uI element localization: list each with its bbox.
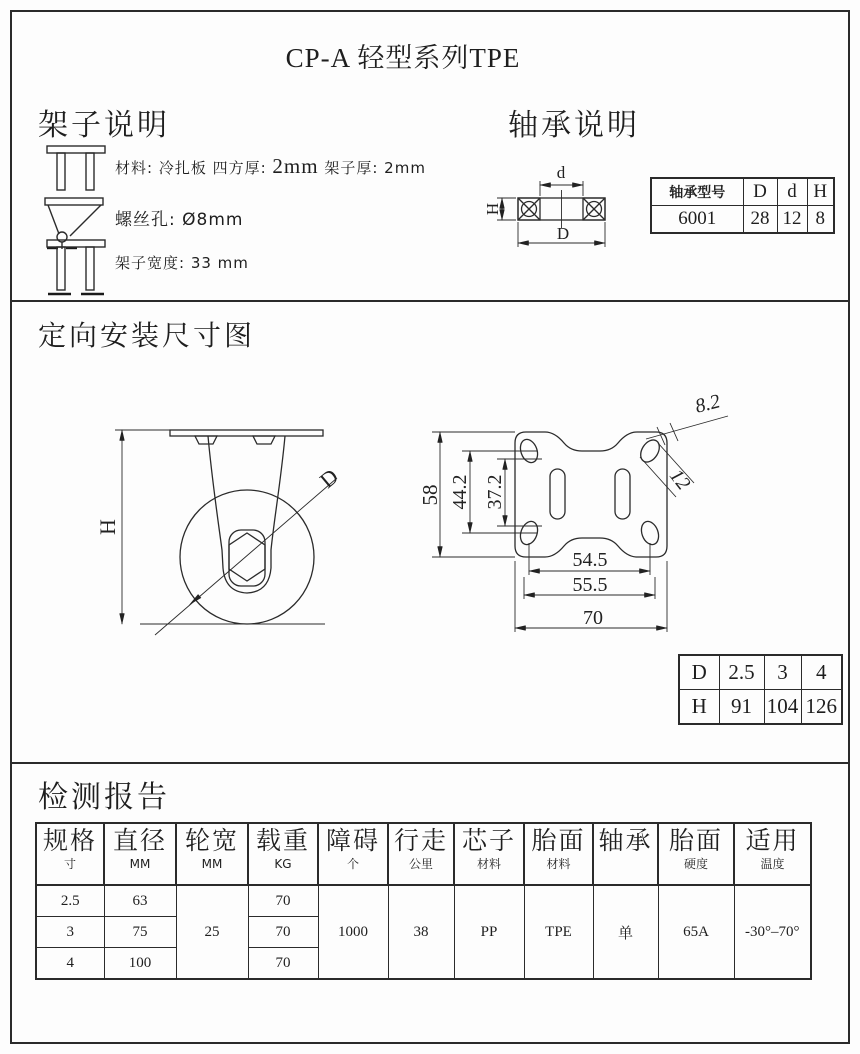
header-bearing: 轴承 [593, 823, 658, 885]
frame-width-spec: 架子宽度: 33 mm [115, 254, 249, 272]
bearing-table [650, 177, 835, 234]
dh-h-104: 104 [764, 690, 801, 725]
diameter-value: 63 [104, 885, 176, 917]
load-value: 70 [248, 948, 318, 980]
report-table [35, 822, 812, 980]
spec-value: 2.5 [36, 885, 104, 917]
section-divider-bottom [12, 762, 848, 764]
bearing-diagram [485, 155, 635, 255]
bearing-value: 单 [593, 885, 658, 979]
dh-row-h [679, 690, 842, 725]
header-diameter: 直径 MM [104, 823, 176, 885]
bearing-d-header: d [777, 178, 807, 206]
bearing-D-value: 28 [743, 206, 777, 234]
frame-thickness: 架子厚: 2mm [318, 159, 426, 177]
caster-dim-D: D [314, 463, 343, 493]
dh-h-126: 126 [801, 690, 842, 725]
plate-dim-12: 12 [664, 464, 695, 495]
header-tread-material: 胎面 材料 [524, 823, 593, 885]
dh-h-91: 91 [719, 690, 764, 725]
plate-dim-54-5: 54.5 [572, 549, 608, 571]
report-row-1 [36, 885, 811, 917]
bearing-dim-D: D [556, 224, 570, 243]
report-header-row [36, 823, 811, 885]
material-text: 材料: 冷扎板 四方厚: [115, 159, 273, 177]
bearing-section-heading: 轴承说明 [508, 108, 640, 143]
load-value: 70 [248, 885, 318, 917]
plate-dim-70: 70 [583, 607, 603, 629]
frame-section-heading: 架子说明 [38, 108, 170, 143]
dh-d-2-5: 2.5 [719, 655, 764, 690]
bearing-D-header: D [743, 178, 777, 206]
material-thickness: 2mm [272, 154, 319, 178]
bearing-H-value: 8 [807, 206, 834, 234]
spec-value: 4 [36, 948, 104, 980]
dh-size-table [678, 654, 843, 725]
dh-d-4: 4 [801, 655, 842, 690]
hardness-value: 65A [658, 885, 734, 979]
plate-dim-44-2: 44.2 [449, 474, 471, 510]
bearing-d-value: 12 [777, 206, 807, 234]
temperature-value: -30°–70° [734, 885, 811, 979]
section-divider-top [12, 300, 848, 302]
header-tread-hardness: 胎面 硬度 [658, 823, 734, 885]
header-core-material: 芯子 材料 [454, 823, 524, 885]
frame-material-spec [115, 154, 426, 179]
caster-dim-H: H [95, 519, 120, 535]
tread-material-value: TPE [524, 885, 593, 979]
report-section-heading: 检测报告 [38, 780, 170, 815]
page-title: CP-A 轻型系列TPE [285, 43, 521, 73]
plate-dim-8-2: 8.2 [692, 390, 723, 418]
dh-label-H: H [679, 690, 719, 725]
plate-dim-55-5: 55.5 [572, 574, 608, 596]
bearing-dim-d: d [556, 163, 566, 182]
plate-dim-37-2: 37.2 [484, 474, 506, 510]
frame-front-icon [45, 144, 107, 196]
diameter-value: 100 [104, 948, 176, 980]
dh-row-d [679, 655, 842, 690]
bearing-model-value: 6001 [651, 206, 743, 234]
caster-drawing [85, 400, 385, 680]
screw-hole-spec: 螺丝孔: Ø8mm [115, 210, 244, 230]
install-section-heading: 定向安装尺寸图 [38, 319, 256, 352]
diameter-value: 75 [104, 917, 176, 948]
plate-dim-58: 58 [418, 484, 442, 506]
header-obstacle: 障碍 个 [318, 823, 388, 885]
bearing-H-header: H [807, 178, 834, 206]
core-material-value: PP [454, 885, 524, 979]
bearing-table-data-row [651, 206, 834, 234]
bearing-table-header-row [651, 178, 834, 206]
bearing-model-header: 轴承型号 [651, 178, 743, 206]
dh-label-D: D [679, 655, 719, 690]
spec-value: 3 [36, 917, 104, 948]
header-wheel-width: 轮宽 MM [176, 823, 248, 885]
frame-width-icon [45, 238, 107, 300]
obstacle-value: 1000 [318, 885, 388, 979]
distance-value: 38 [388, 885, 454, 979]
dh-d-3: 3 [764, 655, 801, 690]
header-spec: 规格 寸 [36, 823, 104, 885]
bearing-dim-H: H [483, 202, 502, 216]
header-temperature: 适用 温度 [734, 823, 811, 885]
header-load: 载重 KG [248, 823, 318, 885]
header-distance: 行走 公里 [388, 823, 454, 885]
load-value: 70 [248, 917, 318, 948]
wheel-width-value: 25 [176, 885, 248, 979]
plate-drawing [410, 385, 730, 645]
